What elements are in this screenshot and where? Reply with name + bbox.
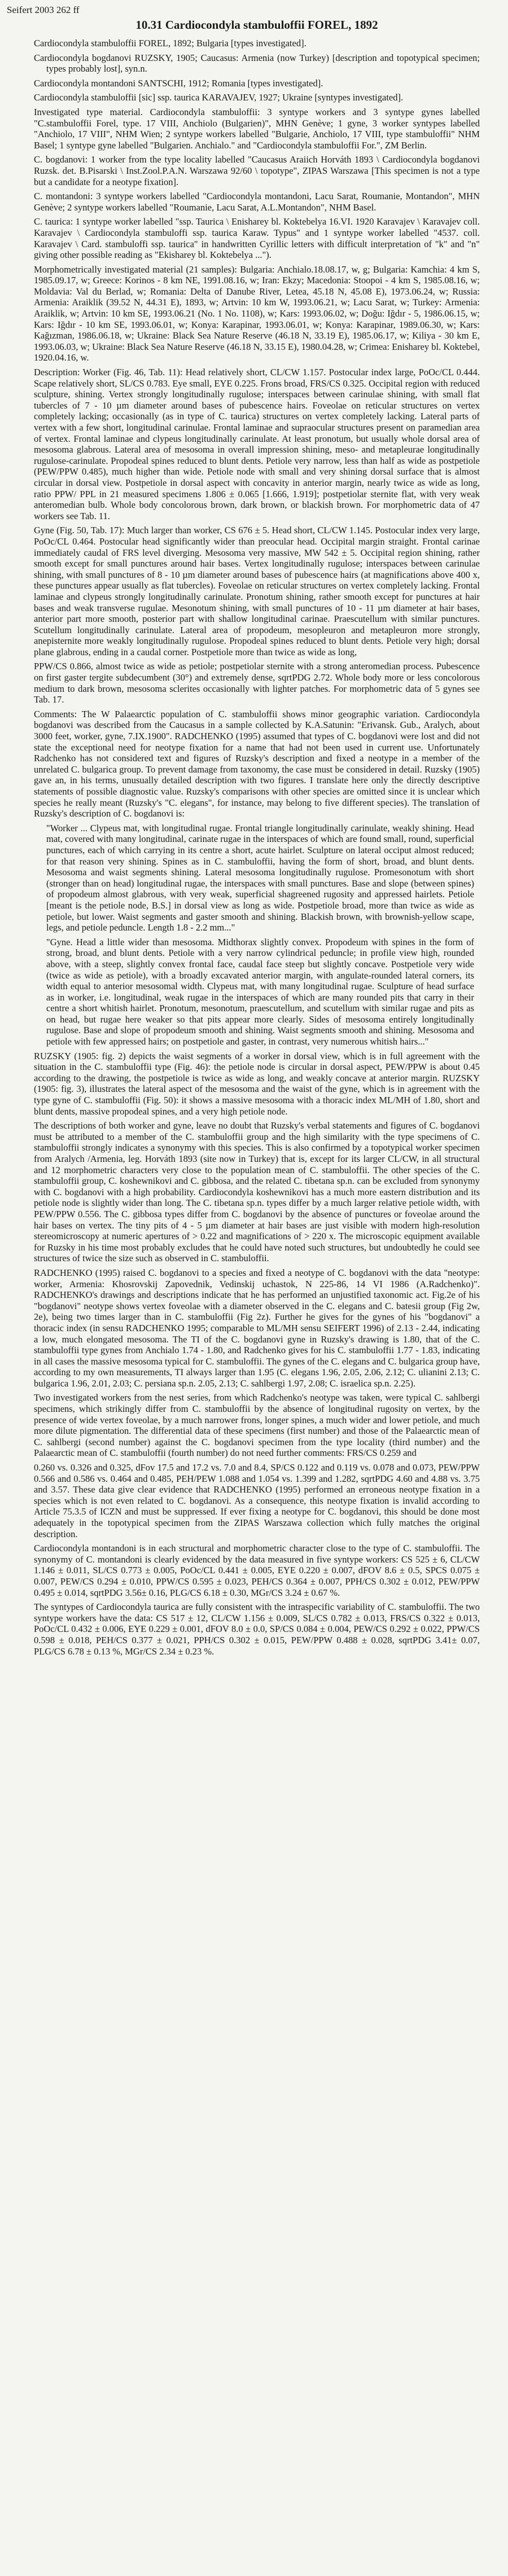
paragraph-syn-2: Cardiocondyla bogdanovi RUZSKY, 1905; Caucasus: Armenia (now Turkey) [description and topotypical specimen; types probably lost], syn.n. xyxy=(34,52,480,74)
body-text xyxy=(34,38,480,1657)
paragraph-taurica-syn: The syntypes of Cardiocondyla taurica are fully consistent with the intraspecific variability of C. stambuloffii. The two syntype workers have the data: CS 517 ± 12, CL/CW 1.156 ± 0.009, SL/CS 0.782 ± 0.013, FRS/CS 0.322 ± 0.013, PoOc/CL 0.432 ± 0.006, EYE 0.229 ± 0.001, dFOV 8.0 ± 0.0, SP/CS 0.084 ± 0.004, PEW/CS 0.292 ± 0.022, PPW/CS 0.598 ± 0.018, PEH/CS 0.377 ± 0.021, PPH/CS 0.302 ± 0.015, PEW/PPW 0.488 ± 0.028, sqrtPDG 3.41± 0.07, PLG/CS 6.78 ± 0.13 %, MGr/CS 2.34 ± 0.23 %. xyxy=(34,1601,480,1657)
paragraph-comments: Comments: The W Palaearctic population of C. stambuloffii shows minor geographic variation. Cardiocondyla bogdanovi was described from the Caucasus in a sample collected by K.A.Satunin: "Erivansk. Gub., Aralych, about 3000 feet, worker, gyne, 7.IX.1900". RADCHENKO (1995) assumed that types of C. bogdanovi were lost and did not state the exceptional need for neotype fixation for a name that had not been used in current use. Unfortunately Radchenko has not considered text and figures of Ruzsky's description and fixed a neotype in a member of the unrelated C. bulgarica group. To prevent damage from taxonomy, the case must be considered in detail. Ruzsky (1905) gave an, in his terms, unusually detailed description with two figures. I translate here only the directly descriptive statements of possible diagnostic value. Ruzsky's comparisons with other species are omitted since it is unclear which species he really meant (Ruzsky's "C. elegans", for instance, may belong to five different species). The translation of Ruzsky's description of C. bogdanovi is: xyxy=(34,708,480,819)
paragraph-radchenko: RADCHENKO (1995) raised C. bogdanovi to a species and fixed a neotype of C. bogdanovi with the data "neotype: worker, Armenia: Khosrovskij Zapovednik, Vedinskij uchastok, N 225-86, 14 VI 1986 (A.Radchenko)". RADCHENKO's drawings and descriptions indicate that he has performed an unjustified taxonomic act. Fig.2e of his "bogdanovi" neotype shows vertex foveolae with a diameter observed in the C. elegans and C. batesii group (Fig 2w, 2e), being two times larger than in C. stambuloffii (Fig 2z). Further he gives for the gynes of his "bogdanovi" a thoracic index (in sensu RADCHENKO 1995; comparable to ML/MH sensu SEIFERT 1996) of 2.13 - 2.44, indicating a low, much elongated mesosoma. The TI of the C. bogdanovi gyne in Ruzsky's drawing is 1.80, that of the C. stambuloffii type gynes from Anchialo 1.74 - 1.80, and Radchenko gives for his C. stambuloffii 1.77 - 1.83, indicating in all cases the massive mesosoma typical for C. stambuloffii. The gynes of the C. elegans and C. bulgarica group have, according to my own measurements, TI always larger than 1.95 (C. elegans 1.96, 2.05, 2.06, 2.12; C. ulianini 2.13; C. bulgarica 1.96, 2.01, 2.03; C. persiana sp.n. 2.05, 2.13; C. sahlbergi 1.97, 2.08; C. israelica sp.n. 2.25). xyxy=(34,1267,480,1389)
paragraph-measurements: 0.260 vs. 0.326 and 0.325, dFov 17.5 and 17.2 vs. 7.0 and 8.4, SP/CS 0.122 and 0.119 vs. 0.078 and 0.073, PEW/PPW 0.566 and 0.586 vs. 0.464 and 0.485, PEH/PEW 1.088 and 1.054 vs. 1.399 and 1.282, sqrtPDG 4.60 and 4.88 vs. 3.75 and 3.57. These data give clear evidence that RADCHENKO (1995) performed an erroneous neotype fixation in a species which is not even related to C. bogdanovi. As a consequence, this neotype fixation is invalid according to Article 75.3.5 of ICZN and must be suppressed. If ever fixing a neotype for C. bogdanovi, this should be done most adequately in the topotypical specimen from the ZIPAS Warszawa collection which fully matches the original description. xyxy=(34,1462,480,1539)
paragraph-two-workers: Two investigated workers from the nest series, from which Radchenko's neotype was taken, were typical C. sahlbergi specimens, which strikingly differ from C. stambuloffii by the absence of longitudinal rugosity on vertex, by the presence of wide vertex foveolae, by a much narrower frons, longer spines, a much wider and lower petiole, and much more dilute pigmentation. The differential data of these specimens (first number) and those of the Palaearctic mean of C. sahlbergi (second number) against the C. bogdanovi specimen from the type locality (third number) and the Palaearctic mean of C. stambuloffii (fourth number) do not need further comments: FRS/CS 0.259 and xyxy=(34,1392,480,1459)
paragraph-montandoni-syn: Cardiocondyla montandoni is in each structural and morphometric character close to the type of C. stambuloffii. The synonymy of C. montandoni is clearly evidenced by the data measured in five syntype workers: CS 525 ± 6, CL/CW 1.146 ± 0.011, SL/CS 0.773 ± 0.005, PoOc/CL 0.441 ± 0.005, EYE 0.220 ± 0.007, dFOV 8.6 ± 0.5, SPCS 0.075 ± 0.007, PEW/CS 0.294 ± 0.010, PPW/CS 0.595 ± 0.023, PEH/CS 0.364 ± 0.007, PPH/CS 0.302 ± 0.012, PEW/PPW 0.495 ± 0.014, sqrtPDG 3.56± 0.16, PLG/CS 6.18 ± 0.30, MGr/CS 3.24 ± 0.67 %. xyxy=(34,1543,480,1598)
paragraph-quote-1: "Worker ... Clypeus mat, with longitudinal rugae. Frontal triangle longitudinally carinulate, weakly shining. Head mat, covered with many longitudinal, carinate rugae in the interspaces of which are found small, round, superficial punctures, each of which carrying in its centre a short, acute hairlet. Sculpture on lateral occiput almost reduced; for that reason very shining. Spines as in C. stambuloffii, having the form of short, broad, and blunt dents. Mesosoma and waist segments shining. Lateral mesosoma longitudinally rugulose. Promesonotum with short (stronger than on head) longitudinal rugae, the interspaces with small punctures. Base and slope (between spines) of propodeum almost glabrous, with very weak, superficial shagreened rugosity and appressed hairlets. Petiole [meant is the petiole node, B.S.] in dorsal view as long as wide. Postpetiole broad, more than twice as wide as petiole, but lower. Waist segments and gaster smooth and shining. Blackish brown, with brownish-yellow scape, legs, and petiole peduncle. Length 1.8 - 2.2 mm..." xyxy=(46,822,474,933)
paragraph-syn-3: Cardiocondyla montandoni SANTSCHI, 1912; Romania [types investigated]. xyxy=(34,77,323,89)
paragraph-syn-1: Cardiocondyla stambuloffii FOREL, 1892; Bulgaria [types investigated]. xyxy=(34,38,306,49)
paragraph-descriptions: The descriptions of both worker and gyne, leave no doubt that Ruzsky's verbal statements and figures of C. bogdanovi must be attributed to a member of the C. stambuloffii group and the high similarity with the type specimens of C. stambuloffii strongly indicates a synonymy with this species. This is also confirmed by a topotypical worker specimen from Aralych /Armenia, leg. Horváth 1893 (site now in Turkey) that is, except for its larger CL/CW, in all structural and 12 morphometric characters very close to the population mean of C. stambuloffii. The other species of the C. stambuloffii group, C. koshewnikovi and C. gibbosa, and the related C. tibetana sp.n. can be excluded from synonymy with C. bogdanovi with a high probability. Cardiocondyla koshewnikovi has a much more eastern distribution and its petiole node is slightly wider than long. The C. tibetana sp.n. types differ by a much larger relative petiole width, with PEW/PPW 0.556. The C. gibbosa types differ from C. bogdanovi by the absence of punctures or foveolae around the hair bases on vertex. The tiny pits of 4 - 5 µm diameter at hair bases are just visible with modern high-resolution stereomicroscopy at numeric apertures of > 0.22 and magnifications of > 220 x. The microscopic equipment available for Ruzsky in his time most probably excludes that he could have noted such structures, but undoubtedly he could see structures of twice the size such as observed in C. stambuloffii. xyxy=(34,1120,480,1264)
paragraph-ruzsky-fig: RUZSKY (1905: fig. 2) depicts the waist segments of a worker in dorsal view, which is in full agreement with the situation in the C. stambuloffii type (Fig. 46): the petiole node is circular in dorsal aspect, PEW/PPW is about 0.45 according to the drawing, the postpetiole is twice as wide as long, and weakly concave at anterior margin. RUZSKY (1905: fig. 3), illustrates the lateral aspect of the mesosoma and the waist of the gyne, which is in agreement with the type gyne of C. stambuloffii (Fig. 50): it shows a massive mesosoma with a thoracic index ML/MH of 1.80, short and blunt dents, massive propodeal spines, and a very high petiole node. xyxy=(34,1050,480,1117)
paragraph-taurica: C. taurica: 1 syntype worker labelled "ssp. Taurica \ Enisharey bl. Koktebelya 16.VI. 1920 Karavajev \ Karavajev coll. Karavajev \ Cardiocondyla stambuloffi ssp. taurica Karaw. Typus" and 1 syntype worker labelled "4537. coll. Karavajev \ Card. stambuloffi ssp. taurica" in handwritten Cyrillic letters with difficult interpretation of "k" and "n" giving other possible reading as "Ekisharey bl. Koktebelya ..."). xyxy=(34,216,480,261)
paragraph-quote-2: "Gyne. Head a little wider than mesosoma. Midthorax slightly convex. Propodeum with spines in the form of strong, broad, and blunt dents. Petiole with a very narrow cylindrical peduncle; in profile view high, rounded above, with a steep, slightly convex frontal face, caudal face steep but slightly concave. Postpetiole very wide (twice as wide as petiole), with a broadly excavated anterior margin, with angulate-rounded lateral corners, its width equal to anterior mesosomal width. Clypeus mat, with many longitudinal rugae. Sculpture of head surface as in worker, i.e. longitudinal, weak rugae in the interspaces of which are many rounded pits that carry in their centre a short whitish hairlet. Pronotum, mesonotum, praescutellum, and scutellum with similar rugae and pits as on head, but rugae here weaker so that pits appear more clearly. Sides of mesosoma entirely longitudinally rugulose. Base and slope of propodeum smooth and shining. Waist segments smooth and shining. Mesosoma and petiole with few appressed hairs; on postpetiole and gaster, in contrast, very numerous whitish hairs..." xyxy=(46,936,474,1047)
paragraph-gyne-cont: PPW/CS 0.866, almost twice as wide as petiole; postpetiolar sternite with a strong anteromedian process. Pubescence on first gaster tergite subdecumbent (30°) and extremely dense, sqrtPDG 2.72. Whole body more or less concolorous medium to dark brown, mesosoma sclerites occasionally with lighter patches. For morphometric data of 5 gynes see Tab. 17. xyxy=(34,661,480,705)
paragraph-bogdanovi-note: C. bogdanovi: 1 worker from the type locality labelled "Caucasus Araiich Horváth 1893 \ Cardiocondyla bogdanovi Ruzsk. det. B.Pisarski \ Inst.Zool.P.A.N. Warszawa 92/60 \ topotype", ZIPAS Warszawa [This specimen is not a type but a candidate for a neotype fixation]. xyxy=(34,154,480,187)
paragraph-type-material: Investigated type material. Cardiocondyla stambuloffii: 3 syntype workers and 3 syntype gynes labelled "C.stambuloffii Forel, type. 17 VIII, Anchiolo (Bulgarien)", MHN Genève; 1 gyne, 3 worker syntypes labelled "Anchiolo, 17 VIII", NHM Wien; 2 syntype workers labelled "Bulgarie, Anchiolo, 17 VIII, type stambuloffii" NHM Basel; 1 syntype gyne labelled "Bulgarien. Anchialo." and "Cardiocondyla stambuloffii For.", ZM Berlin. xyxy=(34,106,480,151)
paragraph-gyne: Gyne (Fig. 50, Tab. 17): Much larger than worker, CS 676 ± 5. Head short, CL/CW 1.145. Postocular index very large, PoOc/CL 0.464. Postocular head significantly wider than preocular head. Occipital margin straight. Frontal carinae immediately caudal of FRS level diverging. Mesosoma very massive, MW 542 ± 5. Occipital region shining, rather smooth except for small punctures around hair bases. Vertex longitudinally rugulose; interspaces between carinulae shining, with small punctures of 8 - 10 µm diameter around bases of pubescence hairs (at magnifications above 400 x, these punctures appear usually as flat tubercles). Foveolae on reticular structures on vertex completely lacking. Frontal laminae and clypeus strongly longitudinally carinulate. Pronotum shining, rather smooth except for punctures at hair bases and weak transverse rugulae. Mesonotum shining, with small punctures of 10 - 11 µm diameter at hair bases, anterior part more smooth, posterior part with shallow longitudinal carinae. Praescutellum with similar punctures. Scutellum longitudinally carinulate. Lateral area of propodeum, mesopleuron and metapleuron more strongly, anepisternite more weakly longitudinally rugulose. Propodeal spines reduced to blunt dents. Petiole very high; dorsal plane glabrous, ending in a caudal corner. Postpetiole more than twice as wide as long, xyxy=(34,525,480,657)
paragraph-montandoni: C. montandoni: 3 syntype workers labelled "Cardiocondyla montandoni, Lacu Sarat, Roumanie, Montandon", MHN Genève; 2 syntype workers labelled "Roumanie, Lacu Sarat, A.L.Montandon", NHM Basel. xyxy=(34,191,480,213)
paragraph-description: Description: Worker (Fig. 46, Tab. 11): Head relatively short, CL/CW 1.157. Postocular index large, PoOc/CL 0.444. Scape relatively short, SL/CS 0.783. Eye small, EYE 0.225. Frons broad, FRS/CS 0.325. Occipital region with reduced sculpture, shining. Vertex strongly longitudinally rugulose; interspaces between carinulae shining, with small flat tubercles of 7 - 10 µm diameter around bases of pubescence hairs. Foveolae on reticular structures on vertex completely lacking; occasionally (as in type of C. taurica) structures on vertex completely lacking. Lateral parts of vertex with a few short, longitudinal carinulae. Frontal laminae and supraocular structures present on paramedian area of vertex. Frontal laminae and clypeus longitudinally carinulate. At least pronotum, but usually whole dorsal area of mesosoma glabrous. Lateral area of mesosoma in overall impression shining, meso- and metapleurae longitudinally rugulose-carinulate. Propodeal spines reduced to blunt dents. Petiole very narrow, less than half as wide as postpetiole (PEW/PPW 0.485), much higher than wide. Petiole node with small and very shining dorsal surface that is almost circular in dorsal view. Postpetiole in dorsal aspect with concavity in anterior margin, nearly twice as wide as long, ratio PPW/ PPL in 21 measured specimens 1.806 ± 0.065 [1.666, 1.919]; postpetiolar sternite flat, with very weak anteromedian bulb. Whole body concolorous brown, dark brown, or blackish brown. For morphometric data of 47 workers see Tab. 11. xyxy=(34,367,480,521)
running-head: Seifert 2003 262 ff xyxy=(7,5,80,15)
paragraph-syn-4: Cardiocondyla stambuloffii [sic] ssp. taurica KARAVAJEV, 1927; Ukraine [syntypes investigated]. xyxy=(34,92,404,103)
paragraph-morphometrics: Morphometrically investigated material (21 samples): Bulgaria: Anchialo.18.08.17, w, g; Bulgaria: Kamchia: 4 km S, 1985.09.17, w; Greece: Korinos - 8 km NE, 1991.08.16, w; Iran: Ekzy; Macedonia: Stoopoi - 4 km S, 1985.08.16, w; Moldavia: Val du Berlad, w; Romania: Delta of Danube River, Letea, 45.18 N, 45.08 E), 1973.06.24, w; Russia: Armenia: Araiklik (39.52 N, 44.31 E), 1893, w; Artvin: 10 km W, 1993.06.21, w; Lacu Sarat, w; Turkey: Armenia: Araiklik, w; Artvin: 10 km SE, 1993.06.21 (No. 1 No. 1108), w; Kars: 1993.06.02, w; Doğu: Iğdır - 5, 1986.06.15, w; Kars: Iğdır - 10 km SE, 1993.06.01, w; Konya: Karapinar, 1993.06.01, w; Konya: Karapinar, 1989.06.30, w; Kars: Kağızman, 1986.06.18, w; Ukraine: Black Sea Nature Reserve (46.18 N, 33.19 E), 1985.06.17, w; Kiliya - 30 km E, 1993.06.03, w; Ukraine: Black Sea Nature Reserve (46.18 N, 33.15 E), 1980.04.28, w; Crimea: Enisharey bl. Koktebel, 1920.04.16, w. xyxy=(34,264,480,363)
species-heading: 10.31 Cardiocondyla stambuloffii FOREL, 1892 xyxy=(135,18,378,32)
